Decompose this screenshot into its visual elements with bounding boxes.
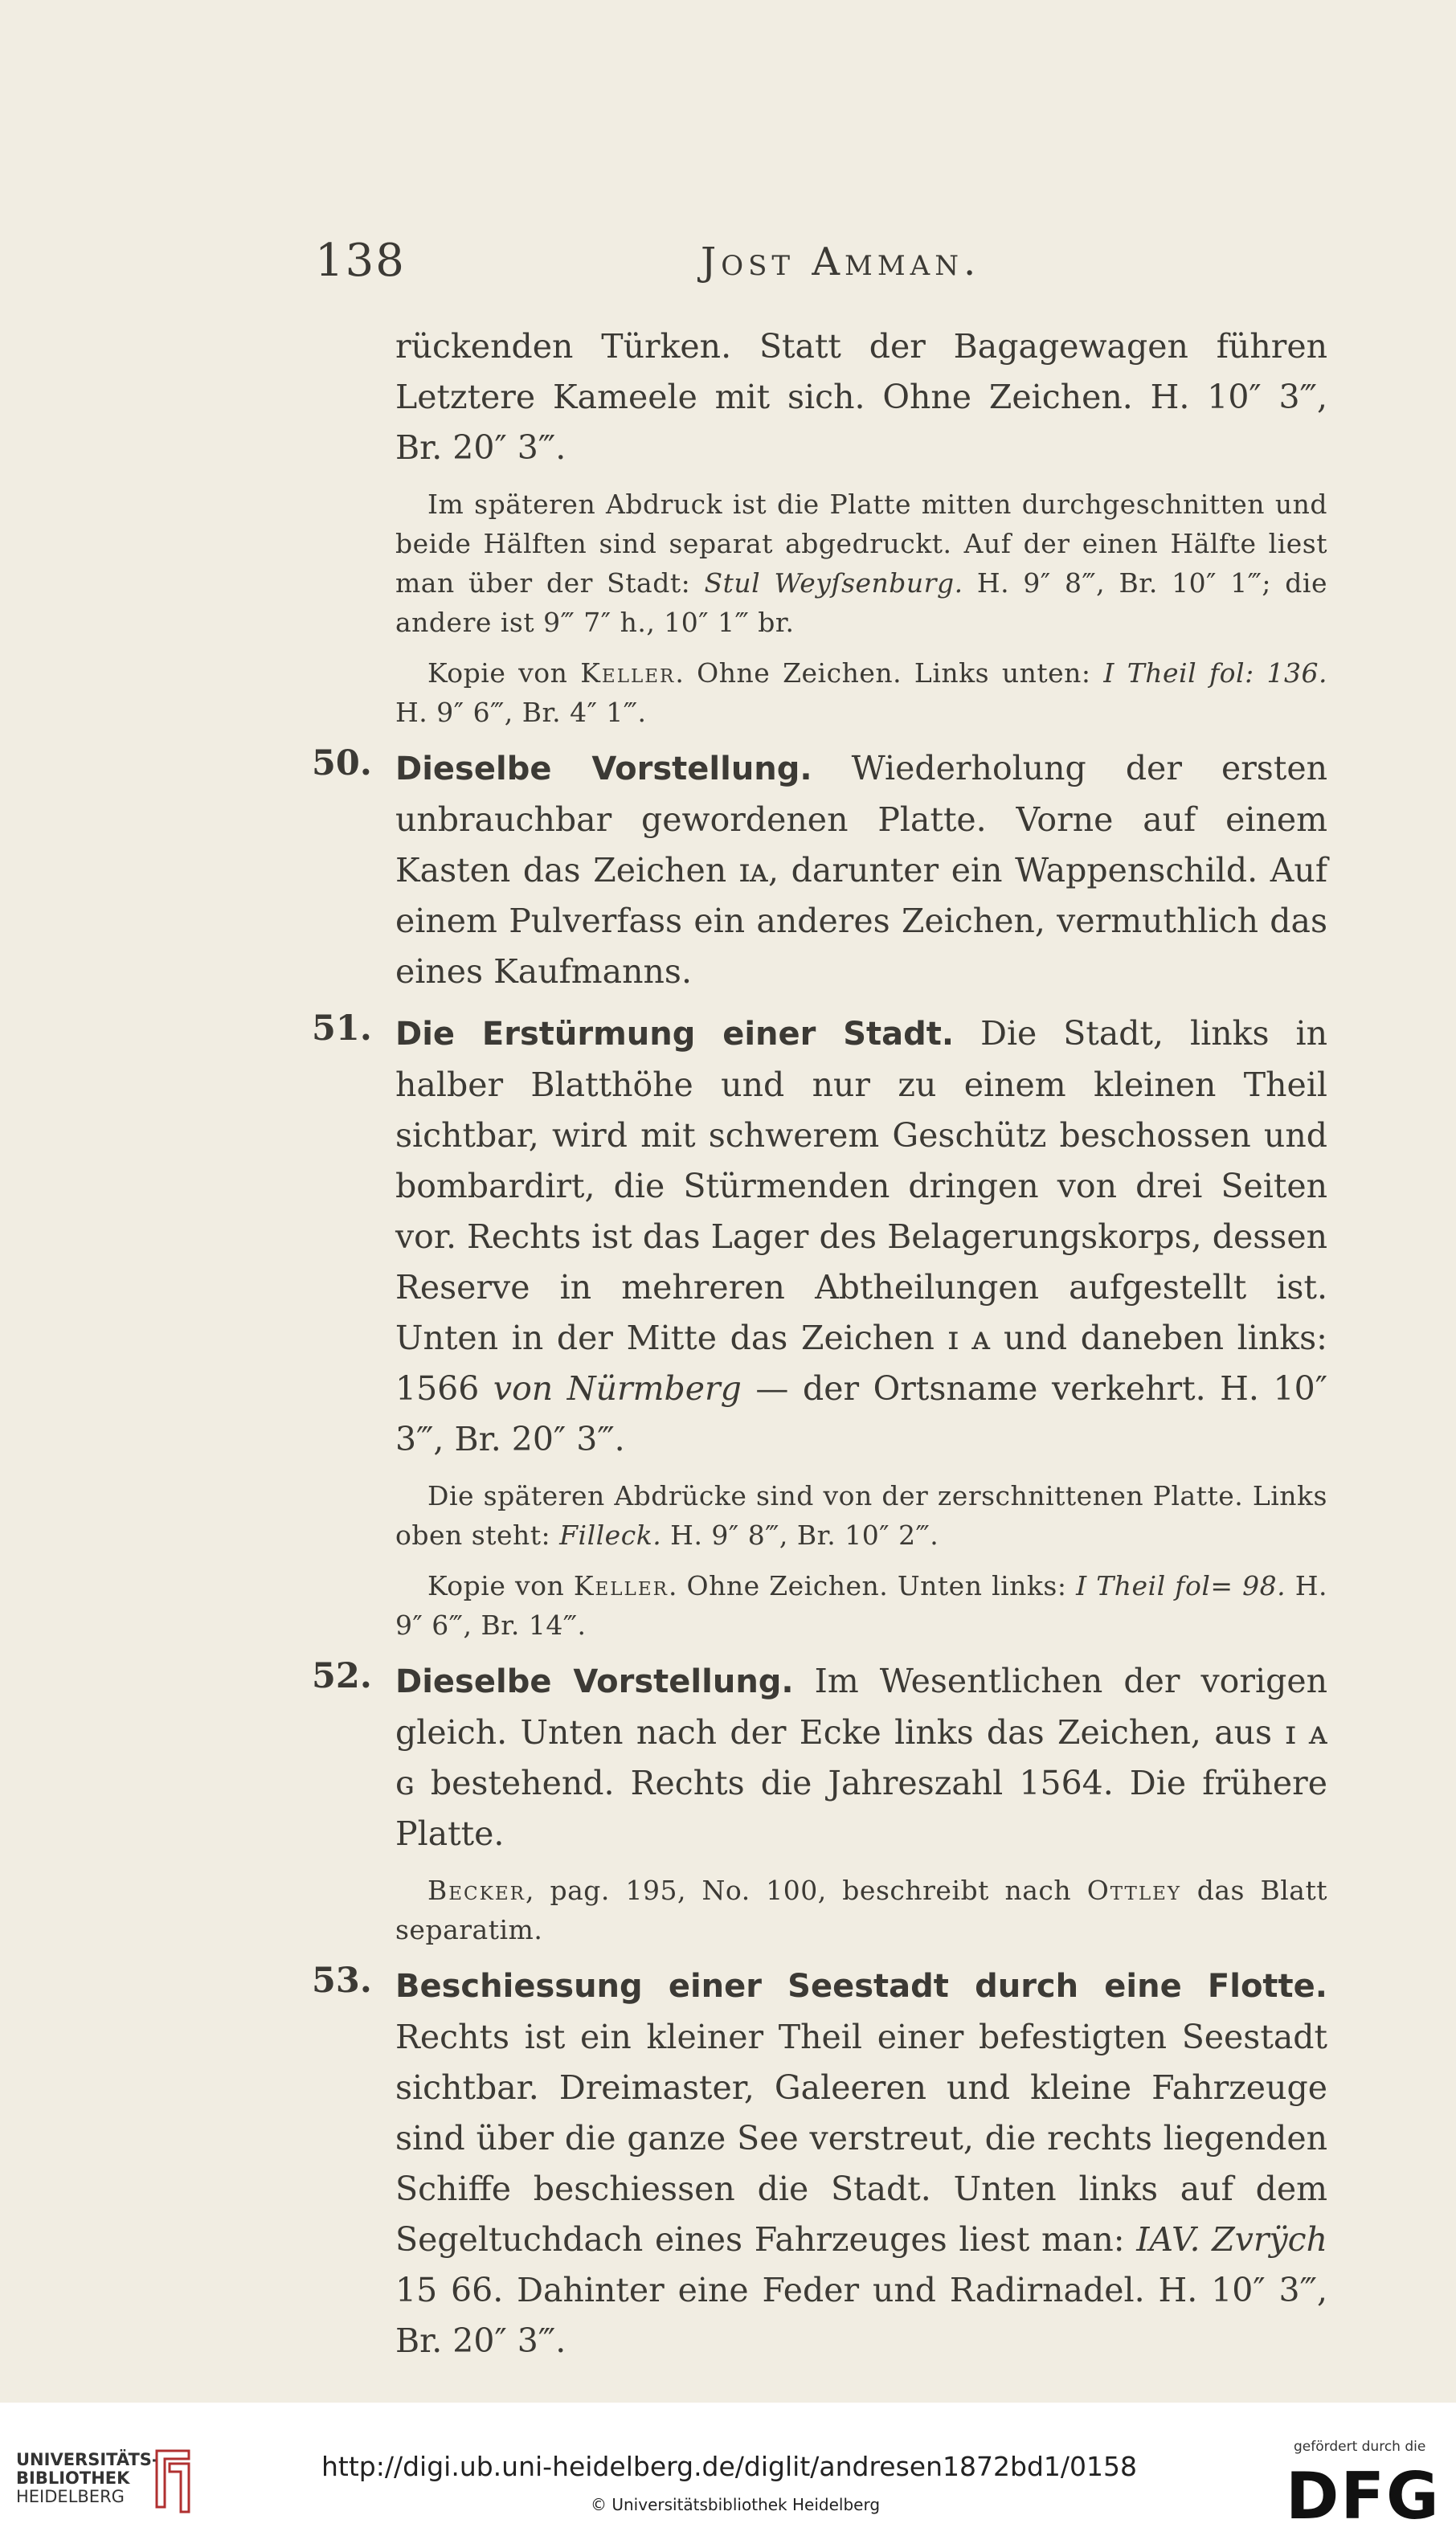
running-title: Jost Amman.: [701, 239, 981, 284]
text-span: , pag. 195, No. 100, beschreibt nach: [525, 1875, 1087, 1906]
entry-title: Beschiessung einer Seestadt durch eine Flotte.: [395, 1968, 1327, 2005]
entry-50: [312, 743, 1340, 997]
page-header: [315, 235, 1360, 291]
entry-note-1: [395, 1476, 1327, 1555]
entry-number: 51.: [312, 1008, 372, 1049]
entry-number: 53.: [312, 1961, 372, 2001]
text-span: . Ohne Zeichen. Unten links:: [668, 1570, 1077, 1601]
text-span: — der Ortsname verkehrt. H. 10″ 3‴, Br. 20″ 3‴.: [395, 1369, 1328, 1458]
text-span: H. 9″ 8‴, Br. 10″ 1‴; die andere ist 9‴ 7″ h., 10″ 1‴ br.: [395, 567, 1327, 638]
entry-title: Die Erstürmung einer Stadt.: [395, 1016, 955, 1053]
italic-span: IAV. Zvrÿch: [1136, 2220, 1327, 2259]
text-span: H. 9″ 6‴, Br. 14‴.: [395, 1570, 1327, 1641]
italic-span: von Nürmberg: [493, 1369, 742, 1408]
text-span: Kopie von: [427, 1570, 574, 1601]
intro-note-2: [395, 653, 1327, 732]
entry-51: [312, 1008, 1340, 1645]
small-caps-span: Becker: [427, 1875, 526, 1906]
entry-text: [395, 743, 1327, 997]
small-caps-span: Keller: [580, 657, 676, 689]
text-span: Wiederholung der ersten unbrauchbar gewordenen Platte. Vorne auf einem Kasten das Zeichen ɪᴀ, darunter ein Wappenschild. Auf einem Pulverfass ein anderes Zeichen, vermuthlich das eines Kaufmanns.: [395, 749, 1327, 991]
intro-note-1: [395, 485, 1327, 642]
text-span: Die Stadt, links in halber Blatthöhe und nur zu einem kleinen Theil sichtbar, wird mit schwerem Geschütz beschossen und bombardirt, die Stürmenden dringen von drei Seiten vor. Rechts ist das Lager des Belagerungskorps, dessen Reserve in mehreren Abtheilungen aufgestellt ist. Unten in der Mitte das Zeichen ɪ ᴀ und daneben links: 1566: [395, 1014, 1327, 1408]
intro-paragraph: rückenden Türken. Statt der Bagagewagen führen Letztere Kameele mit sich. Ohne Zeichen. H. 10″ 3‴, Br. 20″ 3‴.: [395, 327, 1327, 467]
text-span: 15 66. Dahinter eine Feder und Radirnadel. H. 10″ 3‴, Br. 20″ 3‴.: [395, 2271, 1327, 2360]
dfg-logo: DFG: [1286, 2459, 1441, 2534]
entry-title: Dieselbe Vorstellung.: [395, 1663, 794, 1700]
text-span: H. 9″ 6‴, Br. 4″ 1‴.: [395, 697, 647, 728]
entry-text: [395, 1961, 1327, 2366]
library-name: [16, 2451, 159, 2506]
permalink[interactable]: http://digi.ub.uni-heidelberg.de/diglit/andresen1872bd1/0158: [321, 2451, 1137, 2482]
small-caps-span: Keller: [573, 1570, 669, 1601]
text-span: H. 9″ 8‴, Br. 10″ 2‴.: [661, 1520, 939, 1551]
small-caps-span: Ottley: [1086, 1875, 1182, 1906]
entry-note-2: [395, 1566, 1327, 1645]
text-span: Rechts ist ein kleiner Theil einer befestigten Seestadt sichtbar. Dreimaster, Galeeren und kleine Fahrzeuge sind über die ganze See verstreut, die rechts liegenden Schiffe beschiessen die Stadt. Unten links auf dem Segeltuchdach eines Fahrzeuges liest man:: [395, 2018, 1327, 2259]
entry-number: 52.: [312, 1656, 372, 1696]
entry-note: [395, 1871, 1327, 1949]
italic-span: I Theil fol: 136.: [1103, 657, 1327, 689]
text-span: Die späteren Abdrücke sind von der zerschnittenen Platte. Links oben steht:: [395, 1480, 1327, 1551]
text-span: Kopie von: [427, 657, 581, 689]
entry-text: [395, 1656, 1327, 1859]
italic-span: I Theil fol= 98.: [1076, 1570, 1286, 1601]
entry-53: [312, 1961, 1340, 2366]
italic-span: Filleck.: [559, 1520, 662, 1551]
text-span: Im Wesentlichen der vorigen gleich. Unten nach der Ecke links das Zeichen, aus ɪ ᴀ ɢ bestehend. Rechts die Jahreszahl 1564. Die frühere Platte.: [395, 1662, 1327, 1853]
funding-label: gefördert durch die: [1294, 2439, 1426, 2455]
entry-52: [312, 1656, 1340, 1949]
copyright-notice: © Universitätsbibliothek Heidelberg: [591, 2495, 881, 2514]
text-span: das Blatt separatim.: [395, 1875, 1328, 1945]
library-logo-icon: [149, 2443, 197, 2515]
digitization-footer: [0, 2403, 1456, 2540]
text-span: . Ohne Zeichen. Links unten:: [675, 657, 1104, 689]
italic-span: Stul Weyſsenburg.: [704, 567, 963, 599]
entry-number: 50.: [312, 743, 372, 783]
library-line-2: BIBLIOTHEK: [16, 2468, 130, 2488]
text-span: Im späteren Abdruck ist die Platte mitten durchgeschnitten und beide Hälften sind separat abgedruckt. Auf der einen Hälfte liest man über der Stadt:: [395, 489, 1327, 599]
entry-title: Dieselbe Vorstellung.: [395, 751, 812, 787]
library-line-3: HEIDELBERG: [16, 2487, 125, 2506]
library-line-1: UNIVERSITÄTS-: [16, 2450, 159, 2469]
entry-text: [395, 1008, 1327, 1465]
page-number: 138: [315, 235, 406, 287]
page-body: [312, 321, 1340, 2366]
